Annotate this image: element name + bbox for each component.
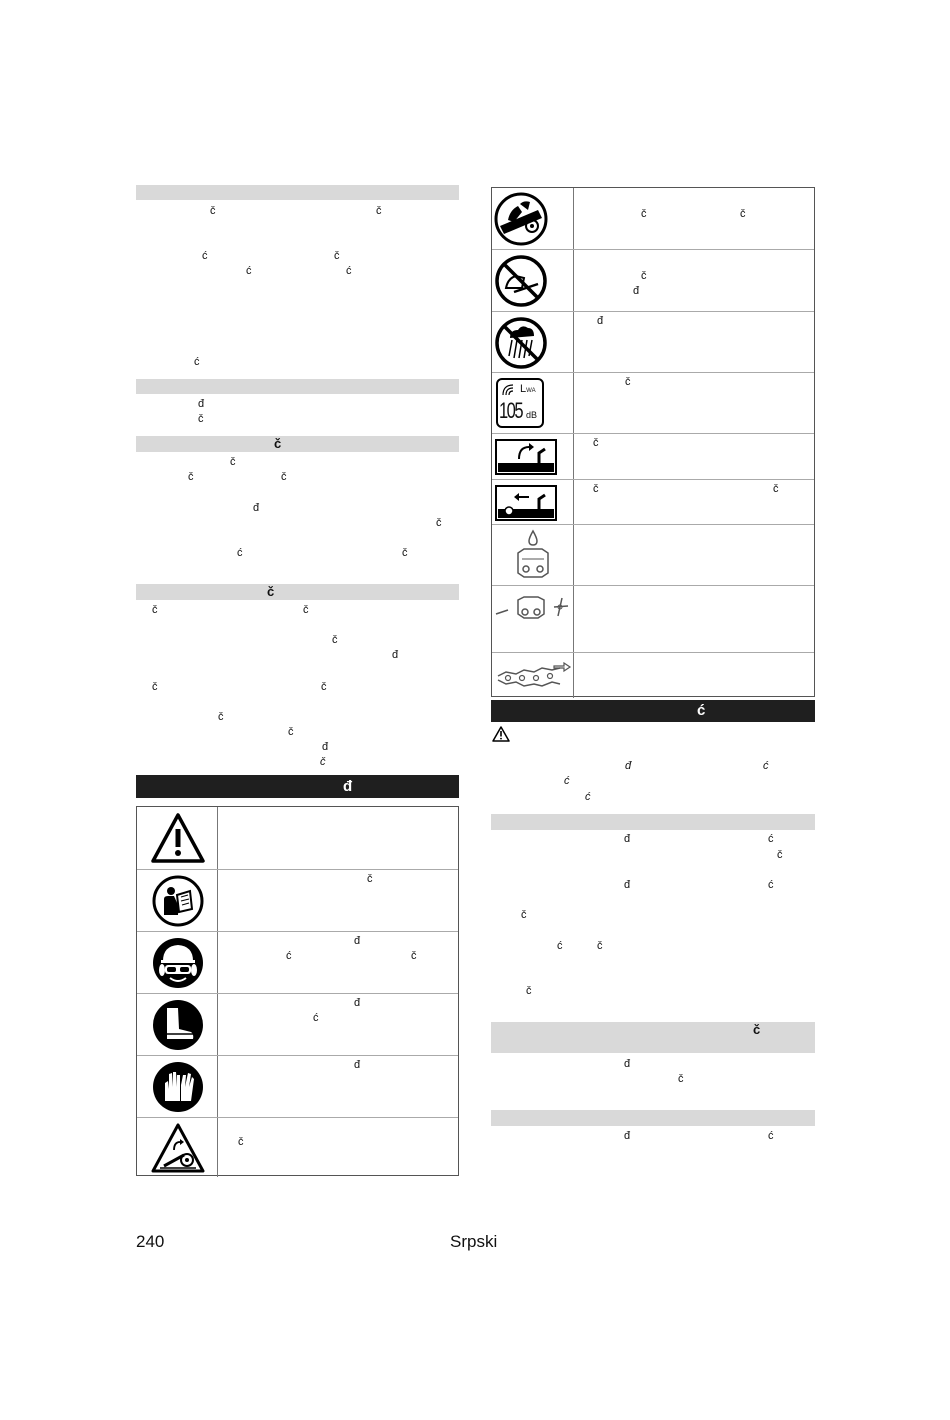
char: đ bbox=[624, 1058, 631, 1070]
char: č bbox=[321, 681, 327, 693]
char: đ bbox=[624, 833, 631, 845]
symbol-row bbox=[492, 652, 814, 698]
symbol-row bbox=[492, 585, 814, 652]
section-header-bar bbox=[136, 436, 459, 452]
no-one-hand-operation-icon bbox=[494, 254, 548, 308]
section-header-bar bbox=[136, 584, 459, 600]
char: č bbox=[188, 471, 194, 483]
heading-char: ć bbox=[697, 702, 706, 719]
lwa-label: LWA bbox=[520, 383, 536, 395]
symbols-table-left bbox=[136, 806, 459, 1176]
char: č bbox=[376, 205, 382, 217]
symbol-row bbox=[137, 1055, 458, 1117]
char: č bbox=[641, 208, 647, 220]
char: č bbox=[773, 483, 779, 495]
char: č bbox=[303, 604, 309, 616]
char: đ bbox=[633, 285, 640, 297]
symbols-table-right bbox=[491, 187, 815, 697]
symbol-row bbox=[137, 869, 458, 931]
char: č bbox=[641, 270, 647, 282]
char: č bbox=[218, 711, 224, 723]
symbol-row bbox=[137, 931, 458, 993]
symbol-row bbox=[492, 524, 814, 585]
char: đ bbox=[625, 760, 632, 772]
symbol-row bbox=[492, 372, 814, 433]
char: đ bbox=[597, 315, 604, 327]
warning-triangle-icon bbox=[492, 726, 510, 742]
char: đ bbox=[354, 997, 361, 1009]
section-header-bar bbox=[491, 814, 815, 830]
char: č bbox=[320, 756, 326, 768]
heading-char: č bbox=[274, 436, 282, 451]
char: č bbox=[332, 634, 338, 646]
char: č bbox=[436, 517, 442, 529]
safety-gloves-icon bbox=[152, 1061, 204, 1113]
char: č bbox=[402, 547, 408, 559]
char: č bbox=[198, 413, 204, 425]
char: ć bbox=[585, 791, 591, 803]
char: ć bbox=[768, 879, 774, 891]
section-header-bar bbox=[136, 379, 459, 394]
char: č bbox=[740, 208, 746, 220]
char: ć bbox=[763, 760, 769, 772]
helmet-goggles-ear-protection-icon bbox=[152, 937, 204, 989]
safety-heading-bar bbox=[491, 700, 815, 722]
char: ć bbox=[557, 940, 563, 952]
heading-char: č bbox=[267, 584, 275, 599]
char: đ bbox=[624, 879, 631, 891]
symbol-row bbox=[492, 479, 814, 524]
heading-char: č bbox=[753, 1022, 761, 1037]
char: č bbox=[230, 456, 236, 468]
sound-power-level-icon bbox=[496, 378, 544, 428]
symbol-row bbox=[492, 188, 814, 249]
section-header-bar bbox=[491, 1022, 815, 1053]
symbols-heading-bar bbox=[136, 775, 459, 798]
char: đ bbox=[253, 502, 260, 514]
char: č bbox=[367, 873, 373, 885]
symbol-row bbox=[137, 807, 458, 869]
chain-oil-icon bbox=[508, 529, 558, 583]
two-hand-operation-icon bbox=[494, 192, 548, 246]
safety-boots-icon bbox=[152, 999, 204, 1051]
char: đ bbox=[354, 1059, 361, 1071]
kickback-warning-icon bbox=[150, 1122, 206, 1174]
char: č bbox=[597, 940, 603, 952]
char: đ bbox=[392, 649, 399, 661]
section-header-bar bbox=[491, 1110, 815, 1126]
chain-brake-release-icon bbox=[495, 439, 557, 475]
char: č bbox=[210, 205, 216, 217]
section-header-bar bbox=[136, 185, 459, 200]
char: ć bbox=[768, 1130, 774, 1142]
char: č bbox=[288, 726, 294, 738]
db-value: 105 bbox=[499, 398, 523, 423]
char: č bbox=[593, 483, 599, 495]
symbol-row bbox=[492, 311, 814, 372]
char: ć bbox=[286, 950, 292, 962]
char: ć bbox=[202, 250, 208, 262]
symbol-row bbox=[492, 249, 814, 311]
db-unit: dB bbox=[526, 410, 538, 420]
char: ć bbox=[194, 356, 200, 368]
char: č bbox=[625, 376, 631, 388]
char: ć bbox=[237, 547, 243, 559]
char: đ bbox=[354, 935, 361, 947]
char: č bbox=[526, 985, 532, 997]
no-rain-icon bbox=[494, 316, 548, 370]
chain-direction-icon bbox=[494, 662, 572, 690]
page-language: Srpski bbox=[450, 1232, 498, 1251]
char: č bbox=[777, 849, 783, 861]
char: č bbox=[411, 950, 417, 962]
char: č bbox=[521, 909, 527, 921]
char: đ bbox=[624, 1130, 631, 1142]
char: č bbox=[678, 1073, 684, 1085]
char: ć bbox=[346, 265, 352, 277]
page-number: 240 bbox=[136, 1232, 165, 1251]
heading-char: đ bbox=[343, 778, 353, 795]
char: č bbox=[152, 681, 158, 693]
char: đ bbox=[198, 398, 205, 410]
char: ć bbox=[246, 265, 252, 277]
char: č bbox=[238, 1136, 244, 1148]
char: ć bbox=[768, 833, 774, 845]
symbol-row bbox=[137, 993, 458, 1055]
chain-brake-engage-icon bbox=[495, 485, 557, 521]
symbol-row bbox=[492, 433, 814, 479]
char: č bbox=[334, 250, 340, 262]
symbol-row bbox=[137, 1117, 458, 1177]
char: č bbox=[593, 437, 599, 449]
char: ć bbox=[313, 1012, 319, 1024]
read-manual-icon bbox=[152, 875, 204, 927]
char: č bbox=[152, 604, 158, 616]
char: đ bbox=[322, 741, 329, 753]
chain-tension-icon bbox=[494, 594, 572, 624]
warning-triangle-icon bbox=[150, 812, 206, 864]
sound-waves-icon bbox=[501, 383, 515, 397]
char: ć bbox=[564, 775, 570, 787]
char: č bbox=[281, 471, 287, 483]
